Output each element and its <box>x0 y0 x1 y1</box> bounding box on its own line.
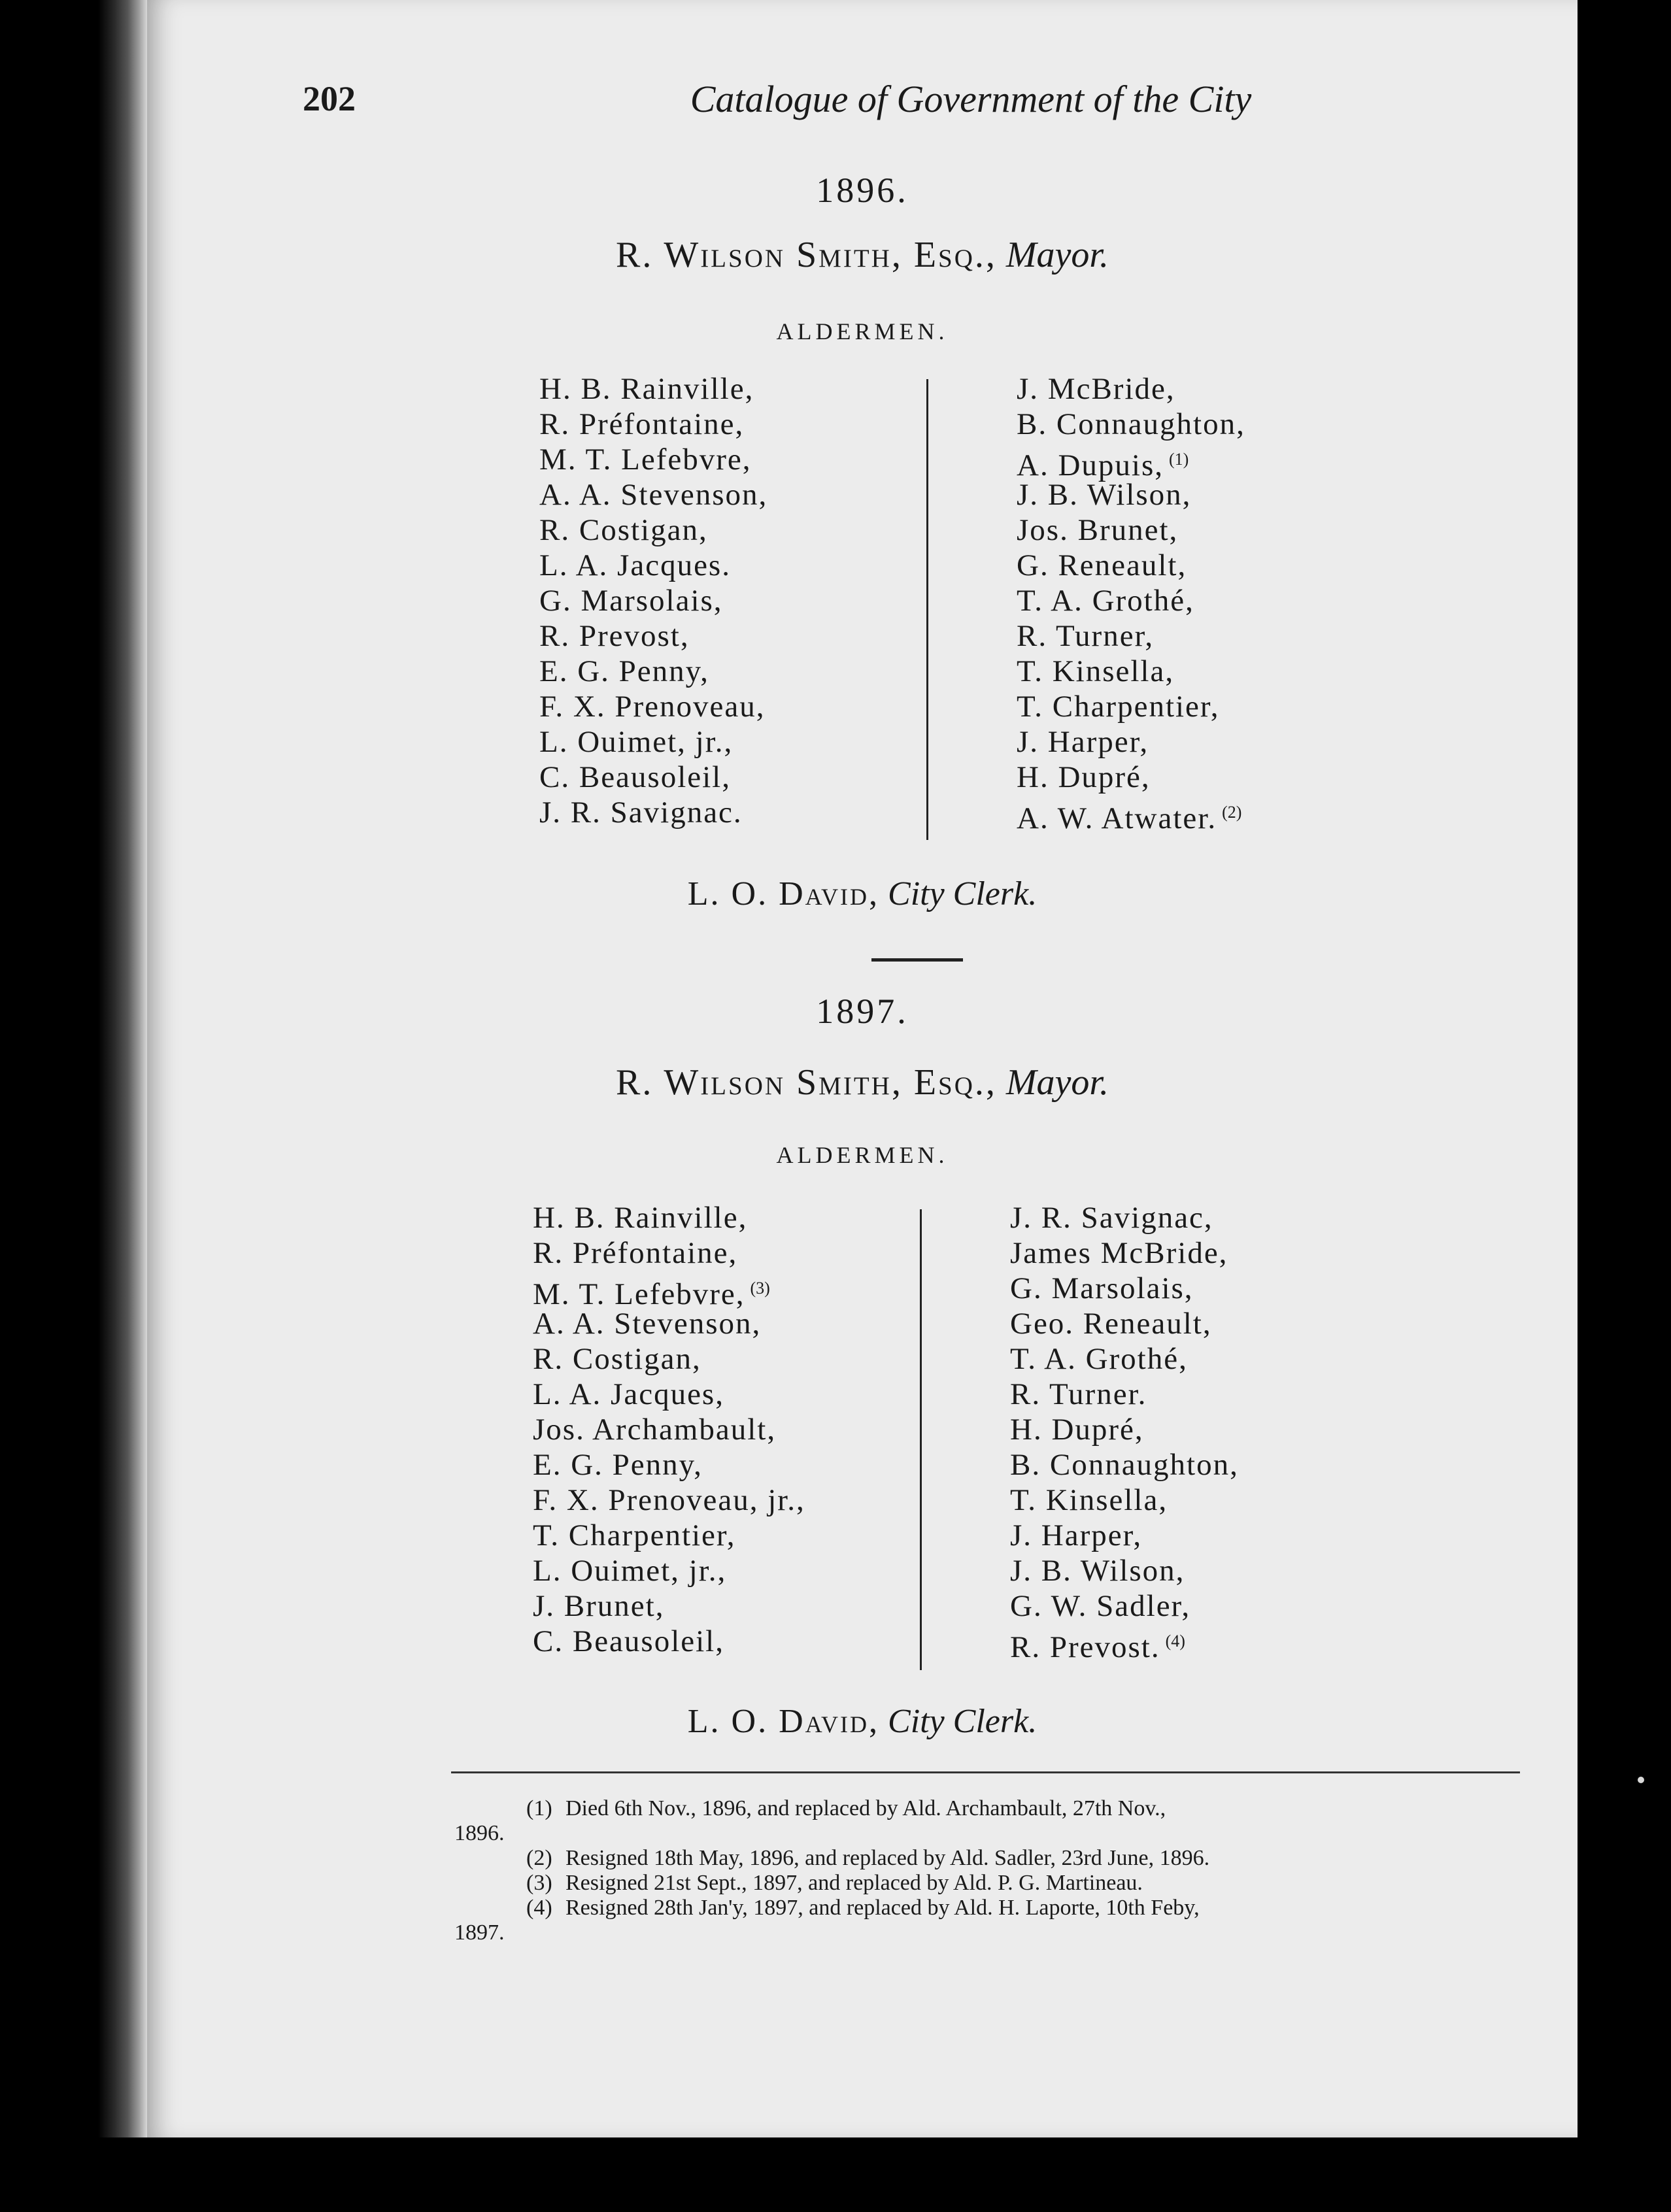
clerk-line <box>147 1702 1578 1741</box>
alderman-name: T. Kinsella, <box>1017 654 1175 688</box>
alderman-name: E. G. Penny, <box>539 654 709 688</box>
alderman-name: B. Connaughton, <box>1017 407 1245 441</box>
alderman-name: B. Connaughton, <box>1010 1448 1239 1482</box>
dust-speck <box>1638 1777 1644 1783</box>
alderman-name: R. Préfontaine, <box>533 1236 738 1270</box>
alderman-name: C. Beausoleil, <box>539 760 731 794</box>
alderman-name: C. Beausoleil, <box>533 1624 724 1658</box>
footnote-number: (2) <box>526 1846 552 1870</box>
alderman-name: L. A. Jacques, <box>533 1377 724 1411</box>
alderman-name: J. R. Savignac, <box>1010 1201 1213 1235</box>
footnote-mark: (3) <box>750 1279 770 1298</box>
aldermen-right-column <box>1017 371 1245 835</box>
alderman-name: T. A. Grothé, <box>1017 584 1194 618</box>
clerk-name: L. O. David, <box>687 875 880 913</box>
alderman-name: A. A. Stevenson, <box>533 1307 762 1341</box>
alderman-name: E. G. Penny, <box>533 1448 703 1482</box>
footnote-mark: (2) <box>1222 803 1242 822</box>
footnote-text: Resigned 21st Sept., 1897, and replaced by Ald. P. G. Martineau. <box>565 1871 1143 1895</box>
alderman-name: T. Charpentier, <box>533 1518 736 1552</box>
footnote <box>454 1846 1409 1871</box>
footnotes <box>454 1796 1409 1945</box>
column-divider <box>926 379 928 840</box>
alderman-name: J. Harper, <box>1010 1518 1143 1552</box>
running-head: Catalogue of Government of the City <box>690 78 1252 120</box>
footnote-continuation: 1896. <box>454 1821 505 1845</box>
alderman-name: R. Prevost, <box>539 619 690 653</box>
alderman-name: J. Brunet, <box>533 1589 665 1623</box>
footnote-number: (4) <box>526 1896 552 1920</box>
alderman-name: R. Prevost. <box>1010 1630 1160 1664</box>
binding-shadow <box>0 0 147 2212</box>
mayor-name: R. Wilson Smith, Esq., <box>616 1062 997 1103</box>
alderman-name: T. A. Grothé, <box>1010 1342 1188 1376</box>
footnote <box>454 1796 1409 1821</box>
footnote-text: Died 6th Nov., 1896, and replaced by Ald. Archambault, 27th Nov., <box>565 1796 1166 1820</box>
column-divider <box>920 1209 922 1670</box>
mayor-line <box>147 234 1578 276</box>
aldermen-heading: ALDERMEN. <box>776 318 949 344</box>
book-page <box>147 0 1578 2137</box>
footnote-continuation: 1897. <box>454 1920 505 1945</box>
alderman-name: G. Reneault, <box>1017 548 1187 582</box>
alderman-name: L. Ouimet, jr., <box>539 725 734 759</box>
alderman-name: G. W. Sadler, <box>1010 1589 1191 1623</box>
aldermen-left-column <box>533 1200 805 1659</box>
alderman-name: H. Dupré, <box>1010 1413 1144 1447</box>
alderman-name: H. Dupré, <box>1017 760 1151 794</box>
alderman-name: H. B. Rainville, <box>533 1201 748 1235</box>
alderman-name: J. Harper, <box>1017 725 1149 759</box>
alderman-name: Jos. Archambault, <box>533 1413 777 1447</box>
footnote-mark: (4) <box>1165 1632 1185 1651</box>
alderman-name: A. W. Atwater. <box>1017 801 1217 835</box>
footnote-text: Resigned 28th Jan'y, 1897, and replaced by Ald. H. Laporte, 10th Feby, <box>565 1896 1200 1920</box>
alderman-entry <box>1017 442 1245 482</box>
section-year: 1896. <box>816 171 909 210</box>
alderman-name: M. T. Lefebvre, <box>539 443 752 477</box>
alderman-name: R. Turner. <box>1010 1377 1147 1411</box>
page-number: 202 <box>303 79 356 118</box>
mayor-line <box>147 1062 1578 1103</box>
alderman-entry <box>1017 795 1245 835</box>
clerk-title: City Clerk. <box>888 1703 1038 1740</box>
footnote-number: (1) <box>526 1796 552 1820</box>
footnote-mark: (1) <box>1168 450 1189 469</box>
alderman-name: J. McBride, <box>1017 372 1175 406</box>
mayor-title: Mayor. <box>1005 235 1109 275</box>
clerk-line <box>147 875 1578 913</box>
aldermen-right-column <box>1010 1200 1239 1664</box>
alderman-name: R. Préfontaine, <box>539 407 745 441</box>
clerk-title: City Clerk. <box>888 875 1038 913</box>
alderman-name: T. Kinsella, <box>1010 1483 1168 1517</box>
section-year: 1897. <box>816 992 909 1031</box>
alderman-name: H. B. Rainville, <box>539 372 754 406</box>
aldermen-left-column <box>539 371 768 830</box>
alderman-entry <box>533 1271 805 1311</box>
footnote <box>454 1871 1409 1896</box>
alderman-name: F. X. Prenoveau, <box>539 690 766 724</box>
alderman-name: G. Marsolais, <box>1010 1271 1194 1305</box>
alderman-name: James McBride, <box>1010 1236 1228 1270</box>
alderman-name: J. R. Savignac. <box>539 796 743 830</box>
alderman-name: F. X. Prenoveau, jr., <box>533 1483 805 1517</box>
alderman-name: T. Charpentier, <box>1017 690 1220 724</box>
alderman-name: L. A. Jacques. <box>539 548 731 582</box>
alderman-name: M. T. Lefebvre, <box>533 1277 745 1311</box>
alderman-name: J. B. Wilson, <box>1017 478 1192 512</box>
alderman-name: R. Costigan, <box>533 1342 701 1376</box>
aldermen-heading: ALDERMEN. <box>776 1142 949 1168</box>
alderman-name: Geo. Reneault, <box>1010 1307 1212 1341</box>
alderman-name: Jos. Brunet, <box>1017 513 1179 547</box>
alderman-name: A. A. Stevenson, <box>539 478 768 512</box>
alderman-entry <box>1010 1624 1239 1664</box>
scan-border-bottom <box>0 2137 1671 2212</box>
alderman-name: G. Marsolais, <box>539 584 723 618</box>
alderman-name: L. Ouimet, jr., <box>533 1554 727 1588</box>
clerk-name: L. O. David, <box>687 1703 880 1740</box>
alderman-name: J. B. Wilson, <box>1010 1554 1185 1588</box>
scan-border-right <box>1578 0 1671 2212</box>
alderman-name: R. Costigan, <box>539 513 708 547</box>
alderman-name: A. Dupuis, <box>1017 448 1164 482</box>
mayor-title: Mayor. <box>1005 1062 1109 1103</box>
footnote-rule <box>451 1771 1520 1773</box>
footnote <box>454 1896 1409 1920</box>
footnote-number: (3) <box>526 1871 552 1895</box>
section-separator <box>871 958 963 962</box>
alderman-name: R. Turner, <box>1017 619 1155 653</box>
mayor-name: R. Wilson Smith, Esq., <box>616 235 997 275</box>
footnote-text: Resigned 18th May, 1896, and replaced by Ald. Sadler, 23rd June, 1896. <box>565 1846 1210 1870</box>
